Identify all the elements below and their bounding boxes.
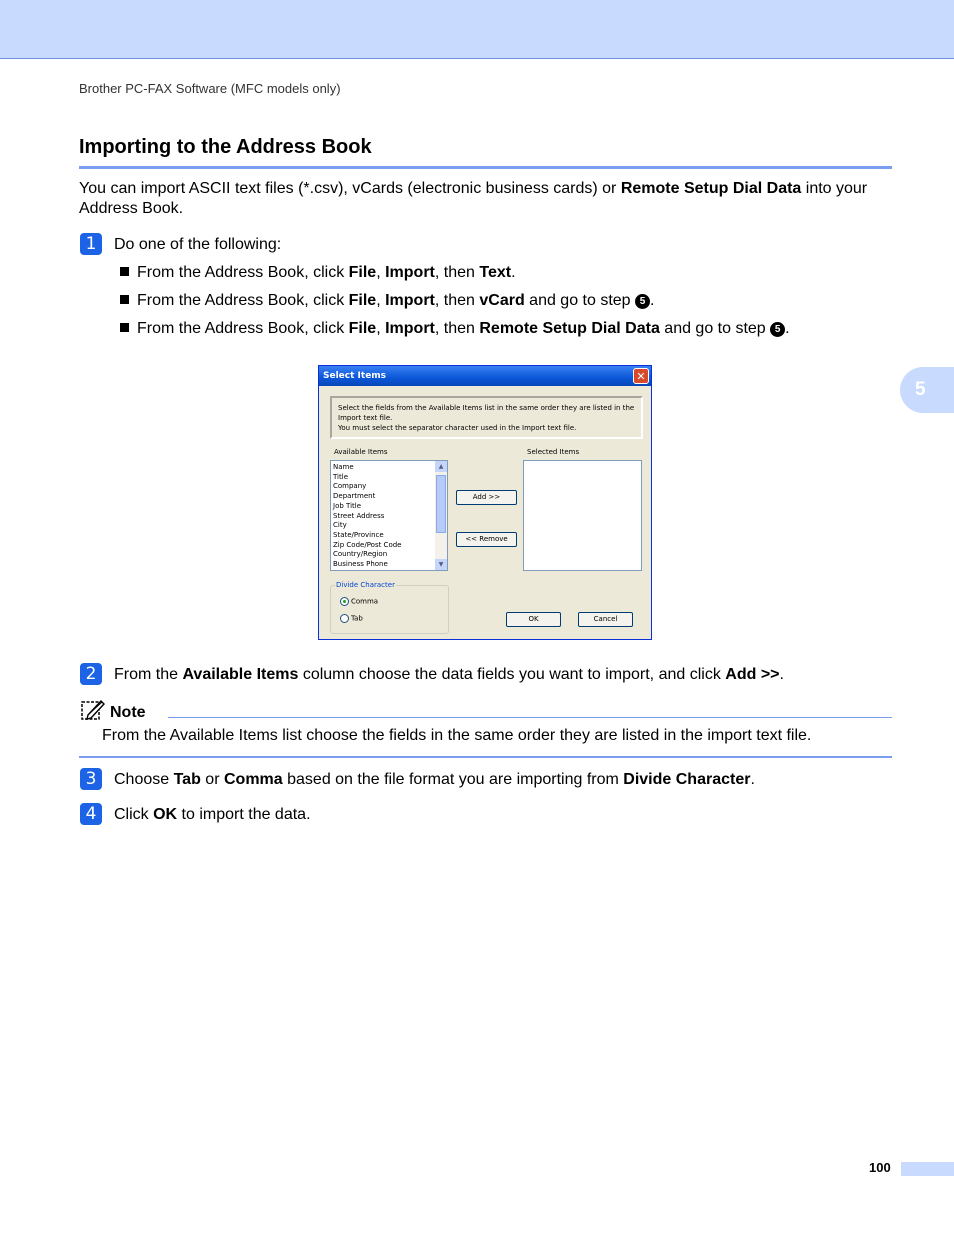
list-item[interactable]: Street Address xyxy=(333,511,385,520)
list-item[interactable]: Title xyxy=(333,472,349,481)
page-number-bar xyxy=(901,1162,954,1176)
list-item[interactable]: Country/Region xyxy=(333,550,388,559)
list-item[interactable]: Name xyxy=(333,463,354,471)
selected-items-list[interactable] xyxy=(523,460,642,571)
page-number: 100 xyxy=(869,1160,891,1175)
running-header: Brother PC-FAX Software (MFC models only) xyxy=(79,81,341,96)
info-line: Import text file. xyxy=(338,414,393,422)
step-reference-badge: 5 xyxy=(635,294,650,309)
note-pencil-icon xyxy=(80,699,106,721)
bullet-item: From the Address Book, click File, Import, then Remote Setup Dial Data and go to step 5 . xyxy=(120,319,790,339)
list-item[interactable]: Zip Code/Post Code xyxy=(333,540,402,549)
bullet-square-icon xyxy=(120,295,129,304)
list-scrollbar[interactable] xyxy=(435,461,447,570)
list-item[interactable]: State/Province xyxy=(333,530,384,539)
list-item[interactable]: Company xyxy=(333,482,367,491)
chevron-down-icon[interactable]: ▼ xyxy=(435,559,447,570)
dialog-instructions xyxy=(330,396,643,439)
header-band xyxy=(0,0,954,59)
divide-character-group xyxy=(330,581,449,634)
radio-comma-label: Comma xyxy=(351,597,379,606)
list-item[interactable]: Business Phone xyxy=(333,560,388,569)
ok-button[interactable]: OK xyxy=(506,612,561,627)
radio-selected-icon xyxy=(340,597,349,606)
list-item[interactable]: City xyxy=(333,521,347,530)
step-2-text: From the Available Items column choose the data fields you want to import, and click Add >>. xyxy=(114,666,784,683)
bullet-square-icon xyxy=(120,323,129,332)
step-3-badge: 3 xyxy=(80,768,102,790)
remove-button[interactable]: << Remove xyxy=(456,532,517,547)
step-reference-badge: 5 xyxy=(770,322,785,337)
radio-tab[interactable] xyxy=(340,614,363,623)
divide-character-label: Divide Character xyxy=(336,581,395,589)
select-items-dialog xyxy=(318,365,652,640)
close-icon[interactable]: ✕ xyxy=(633,368,649,384)
list-item[interactable]: Job Title xyxy=(333,501,362,510)
note-text: From the Available Items list choose the fields in the same order they are listed in the import text file. xyxy=(102,727,812,744)
note-top-rule xyxy=(168,717,892,718)
scroll-thumb[interactable] xyxy=(436,475,446,533)
intro-paragraph: You can import ASCII text files (*.csv), vCards (electronic business cards) or Remote Setup Dial Data into your Address Book. xyxy=(79,180,868,217)
available-items-list[interactable] xyxy=(330,460,448,571)
note-label: Note xyxy=(110,704,146,721)
title-underline xyxy=(79,166,892,169)
available-items-label: Available Items xyxy=(334,448,388,456)
bullet-item: From the Address Book, click File, Import, then vCard and go to step 5 . xyxy=(120,291,654,311)
selected-items-label: Selected Items xyxy=(527,448,580,456)
radio-unselected-icon xyxy=(340,614,349,623)
available-items-entries xyxy=(333,463,401,570)
note-bottom-rule xyxy=(79,756,892,758)
radio-tab-label: Tab xyxy=(351,614,363,623)
cancel-button[interactable]: Cancel xyxy=(578,612,633,627)
bullet-square-icon xyxy=(120,267,129,276)
step-3-text: Choose Tab or Comma based on the file format you are importing from Divide Character. xyxy=(114,771,755,788)
step-4-badge: 4 xyxy=(80,803,102,825)
add-button[interactable]: Add >> xyxy=(456,490,517,505)
chevron-up-icon[interactable]: ▲ xyxy=(435,461,447,472)
step-4-text: Click OK to import the data. xyxy=(114,806,311,823)
step-1-badge: 1 xyxy=(80,233,102,255)
step-1-text: Do one of the following: xyxy=(114,236,282,253)
radio-comma[interactable] xyxy=(340,597,378,606)
info-line: You must select the separator character used in the Import text file. xyxy=(338,424,577,432)
step-2-badge: 2 xyxy=(80,663,102,685)
section-title: Importing to the Address Book xyxy=(79,136,372,158)
chapter-tab: 5 xyxy=(900,367,954,413)
bullet-item: From the Address Book, click File, Import, then Text. xyxy=(120,263,516,283)
info-line: Select the fields from the Available Items list in the same order they are listed in the xyxy=(338,404,635,412)
list-item[interactable]: Department xyxy=(333,492,376,501)
dialog-title: Select Items xyxy=(319,366,651,386)
